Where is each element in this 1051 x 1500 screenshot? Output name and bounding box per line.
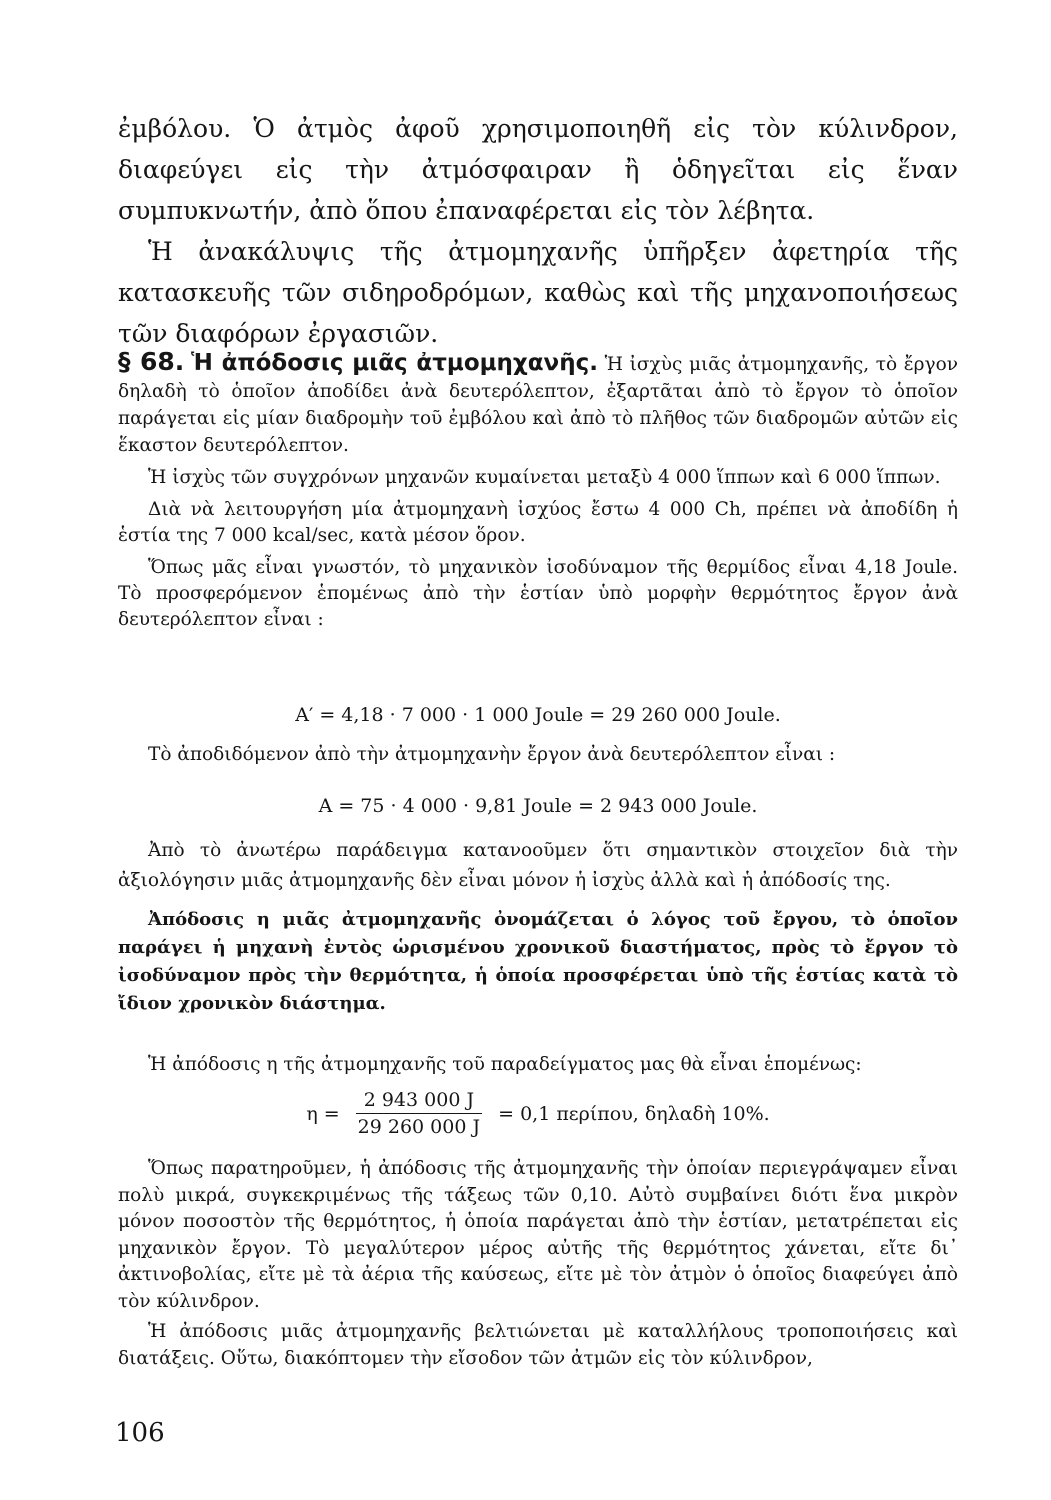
delivered-paragraph: Τὸ ἀποδιδόμενον ἀπὸ τὴν ἀτμομηχανὴν ἔργον ἀνὰ δευτερόλεπτον εἶναι : (148, 744, 836, 765)
formula-lhs: η = (306, 1102, 340, 1125)
equation-heat-work: A′ = 4,18 · 7 000 · 1 000 Joule = 29 260 000 Joule. (295, 704, 781, 726)
section-68 (118, 348, 958, 633)
efficiency-intro-block (118, 1052, 958, 1078)
formula-fraction (350, 1089, 488, 1138)
equivalent-paragraph: Ὅπως μᾶς εἶναι γνωστόν, τὸ μηχανικὸν ἰσοδύναμον τῆς θερμίδος εἶναι 4,18 Joule. Τὸ προσφερόμενον ἑπομένως ἀπὸ τὴν ἑστίαν ὑπὸ μορφὴν θερμότητος ἔργον ἀνὰ δευτερόλεπτον εἶναι : (118, 557, 958, 630)
discovery-paragraph: Ἡ ἀνακάλυψις τῆς ἀτμομηχανῆς ὑπῆρξεν ἀφετηρία τῆς κατασκευῆς τῶν σιδηροδρόμων, καθὼς καὶ τῆς μηχανοποιήσεως τῶν διαφόρων ἐργασιῶν. (118, 237, 958, 348)
fraction-numerator: 2 943 000 J (356, 1089, 482, 1114)
section-title: Ἡ ἀπόδοσις μιᾶς ἀτμομηχανῆς. (190, 350, 598, 376)
fraction-denominator: 29 260 000 J (357, 1116, 481, 1138)
intro-paragraph: ἐμβόλου. Ὁ ἀτμὸς ἀφοῦ χρησιμοποιηθῆ εἰς τὸν κύλινδρον, διαφεύγει εἰς τὴν ἀτμόσφαιραν ἢ ὁδηγεῖται εἰς ἕναν συμπυκνωτήν, ἀπὸ ὅπου ἐπαναφέρεται εἰς τὸν λέβητα. (118, 114, 958, 225)
formula-rhs: = 0,1 περίπου, δηλαδὴ 10%. (498, 1102, 770, 1125)
upper-text-block (118, 108, 958, 354)
efficiency-intro-paragraph: Ἡ ἀπόδοσις η τῆς ἀτμομηχανῆς τοῦ παραδείγματος μας θὰ εἶναι ἑπομένως: (148, 1054, 862, 1075)
power-range-paragraph: Ἡ ἰσχὺς τῶν συγχρόνων μηχανῶν κυμαίνεται μεταξὺ 4 000 ἵππων καὶ 6 000 ἵππων. (148, 467, 941, 488)
section-number: § 68. (118, 347, 185, 376)
example-paragraph: Διὰ νὰ λειτουργήση μία ἀτμομηχανὴ ἰσχύος ἔστω 4 000 Ch, πρέπει νὰ ἀποδίδη ἡ ἑστία της 7 000 kcal/sec, κατὰ μέσον ὅρον. (118, 499, 958, 546)
section-lead-text: Ἡ ἰσχὺς μιᾶς ἀτμομηχανῆς, τὸ ἔργον δηλαδὴ τὸ ὁποῖον ἀποδίδει ἀνὰ δευτερόλεπτον, ἐξαρτᾶται ἀπὸ τὸ ἔργον τὸ ὁποῖον παράγεται εἰς μίαν διαδρομὴν τοῦ ἐμβόλου καὶ ἀπὸ τὸ πλῆθος τῶν διαδρομῶν αὐτῶν εἰς ἕκαστον δευτερόλεπτον. (118, 354, 959, 456)
definition-block (118, 906, 958, 1018)
section-lead-paragraph (118, 348, 958, 459)
improvement-paragraph: Ἡ ἀπόδοσις μιᾶς ἀτμομηχανῆς βελτιώνεται μὲ καταλλήλους τροποποιήσεις καὶ διατάξεις. Οὕτω, διακόπτομεν τὴν εἴσοδον τῶν ἀτμῶν εἰς τὸν κύλινδρον, (118, 1321, 958, 1369)
page-number: 106 (115, 1418, 165, 1448)
lower-text-block (118, 1156, 958, 1372)
criterion-paragraph: Ἀπὸ τὸ ἀνωτέρω παράδειγμα κατανοοῦμεν ὅτι σημαντικὸν στοιχεῖον διὰ τὴν ἀξιολόγησιν μιᾶς ἀτμομηχανῆς δὲν εἶναι μόνον ἡ ἰσχὺς ἀλλὰ καὶ ἡ ἀπόδοσίς της. (118, 840, 958, 891)
efficiency-definition: Ἀπόδοσις η μιᾶς ἀτμομηχανῆς ὀνομάζεται ὁ λόγος τοῦ ἔργου, τὸ ὁποῖον παράγει ἡ μηχανὴ ἐντὸς ὡρισμένου χρονικοῦ διαστήματος, πρὸς τὸ ἔργον τὸ ἰσοδύναμον πρὸς τὴν θερμότητα, ἡ ὁποία προσφέρεται ὑπὸ τῆς ἑστίας κατὰ τὸ ἴδιον χρονικὸν διάστημα. (118, 909, 958, 1014)
equation-useful-work: A = 75 · 4 000 · 9,81 Joule = 2 943 000 Joule. (318, 795, 758, 817)
observation-paragraph: Ὅπως παρατηροῦμεν, ἡ ἀπόδοσις τῆς ἀτμομηχανῆς τὴν ὁποίαν περιεγράψαμεν εἶναι πολὺ μικρά, συγκεκριμένως τῆς τάξεως τῶν 0,10. Αὐτὸ συμβαίνει διότι ἕνα μικρὸν μόνον ποσοστὸν τῆς θερμότητος, ἡ ὁποία παράγεται ἀπὸ τὴν ἑστίαν, μετατρέπεται εἰς μηχανικὸν ἔργον. Τὸ μεγαλύτερον μέρος αὐτῆς τῆς θερμότητος χάνεται, εἴτε δι᾽ ἀκτινοβολίας, εἴτε μὲ τὰ ἀέρια τῆς καύσεως, εἴτε μὲ τὸν ἀτμὸν ὁ ὁποῖος διαφεύγει ἀπὸ τὸν κύλινδρον. (118, 1158, 958, 1312)
delivered-block (118, 742, 958, 768)
criterion-block (118, 836, 958, 896)
efficiency-formula (118, 1089, 958, 1138)
